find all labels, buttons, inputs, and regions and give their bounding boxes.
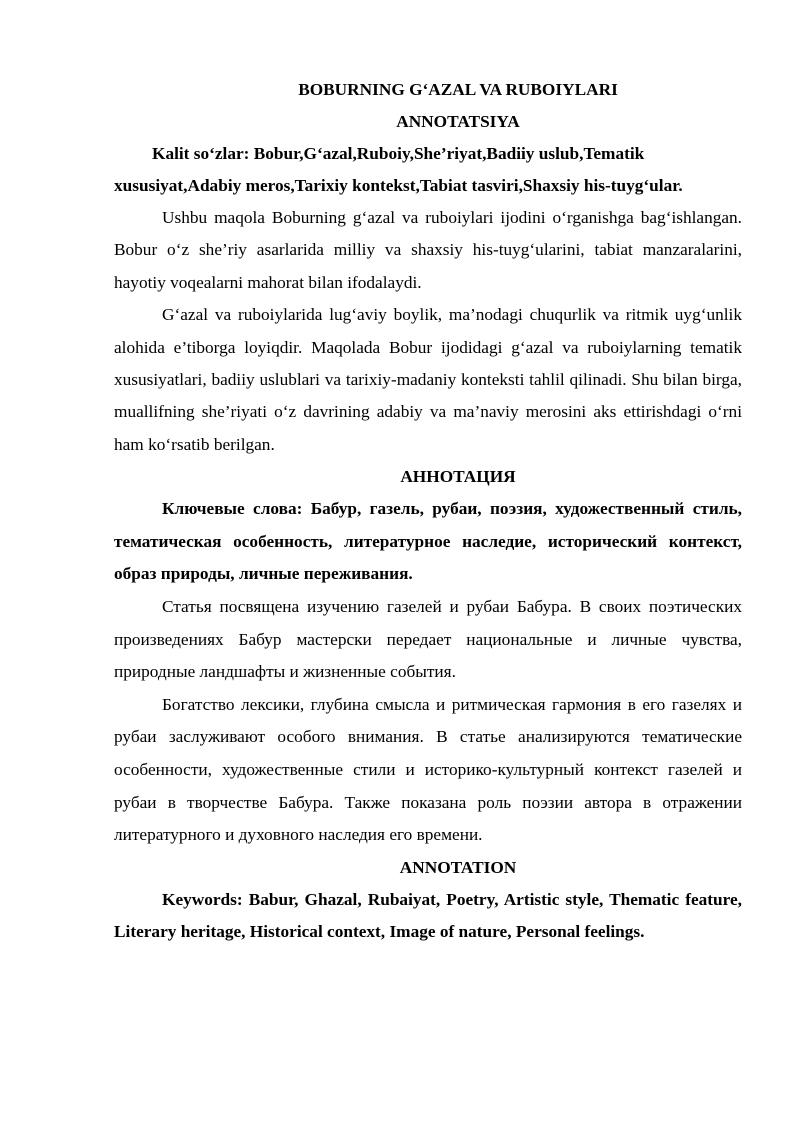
russian-paragraph-1: Статья посвящена изучению газелей и рубаи Бабура. В своих поэтических произведениях Бабур мастерски передает национальные и личные чувства, природные ландшафты и жизненные события.	[114, 597, 742, 682]
english-annotation-section	[114, 852, 742, 949]
russian-annotation-section	[114, 461, 742, 852]
uzbek-paragraph-2: G‘azal va ruboiylarida lug‘aviy boylik, ma’nodagi chuqurlik va ritmik uyg‘unlik alohida e’tiborga loyiqdir. Maqolada Bobur ijodidagi g‘azal va ruboiylarning tematik xususiyatlari, badiiy uslublari va tarixiy-madaniy konteksti tahlil qilinadi. Shu bilan birga, muallifning she’riyati o‘z davrining adabiy va ma’naviy merosini aks ettirishdagi o‘rni ham ko‘rsatib berilgan.	[114, 305, 742, 454]
uzbek-annotation-heading: ANNOTATSIYA	[396, 112, 520, 131]
english-keywords: Keywords: Babur, Ghazal, Rubaiyat, Poetry, Artistic style, Thematic feature, Literary heritage, Historical context, Image of nature, Personal feelings.	[114, 889, 742, 942]
document-page	[114, 74, 742, 949]
uzbek-annotation-section	[114, 106, 742, 461]
english-annotation-heading: ANNOTATION	[399, 857, 517, 877]
article-title: BOBURNING G‘AZAL VA RUBOIYLARI	[298, 80, 618, 99]
uzbek-keywords: Kalit so‘zlar: Bobur,G‘azal,Ruboiy,She’riyat,Badiiy uslub,Tematik xususiyat,Adabiy meros,Tarixiy kontekst,Tabiat tasviri,Shaxsiy his-tuyg‘ular.	[114, 144, 683, 195]
uzbek-paragraph-1: Ushbu maqola Boburning g‘azal va ruboiylari ijodini o‘rganishga bag‘ishlangan. Bobur o‘z she’riy asarlarida milliy va shaxsiy his-tuyg‘ularini, tabiat manzaralarini, hayotiy voqealarni mahorat bilan ifodalaydi.	[114, 208, 742, 292]
russian-paragraph-2: Богатство лексики, глубина смысла и ритмическая гармония в его газелях и рубаи заслуживают особого внимания. В статье анализируются тематические особенности, художественные стили и историко-культурный контекст газелей и рубаи в творчестве Бабура. Также показана роль поэзии автора в отражении литературного и духовного наследия его времени.	[114, 694, 742, 845]
russian-keywords: Ключевые слова: Бабур, газель, рубаи, поэзия, художественный стиль, тематическая особенность, литературное наследие, исторический контекст, образ природы, личные переживания.	[114, 499, 742, 584]
russian-annotation-heading: АННОТАЦИЯ	[400, 467, 516, 487]
